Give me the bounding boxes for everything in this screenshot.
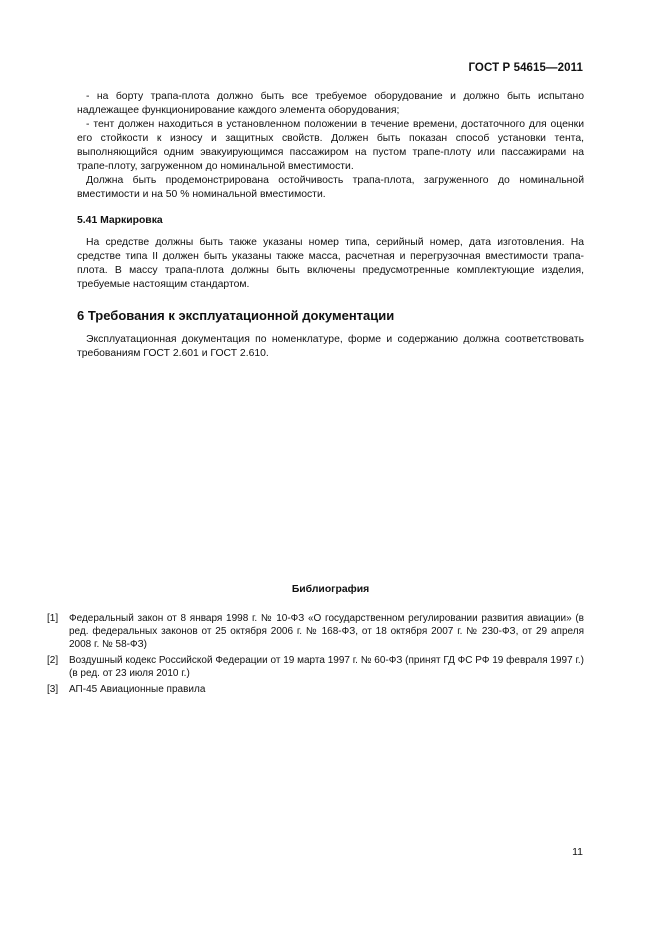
bibliography-item [47, 654, 584, 680]
document-code: ГОСТ Р 54615—2011 [468, 62, 583, 74]
section-text: Эксплуатационная документация по номенклатуре, форме и содержанию должна соответствовать требованиям ГОСТ 2.601 и ГОСТ 2.610. [77, 334, 584, 359]
paragraph-stability: Должна быть продемонстрирована остойчивость трапа-плота, загруженного до номинальной вместимости и на 50 % номинальной вместимости. [77, 175, 584, 200]
page-body [77, 90, 584, 361]
bibliography-text: Федеральный закон от 8 января 1998 г. № 10-ФЗ «О государственном регулировании развития авиации» (в ред. федеральных законов от 25 октября 2006 г. № 168-ФЗ, от 18 октября 2007 г. № 230-ФЗ, от 29 апреля 2008 г. № 58-ФЗ) [69, 613, 584, 650]
bibliography-text: Воздушный кодекс Российской Федерации от 19 марта 1997 г. № 60-ФЗ (принят ГД ФС РФ 19 февраля 1997 г.) (в ред. от 23 июля 2010 г.) [69, 655, 584, 679]
bibliography-title: Библиография [291, 584, 370, 595]
bibliography-number: [2] [47, 655, 59, 666]
page-number: 11 [572, 846, 583, 858]
bibliography-list [47, 612, 584, 699]
subsection-title: 5.41 Маркировка [77, 215, 163, 226]
bibliography-number: [1] [47, 613, 59, 624]
paragraph-equipment: - на борту трапа-плота должно быть все требуемое оборудование и должно быть испытано надлежащее функционирование каждого элемента оборудования; [77, 91, 584, 116]
paragraph-tent: - тент должен находиться в установленном положении в течение времени, достаточного для оценки его стойкости к износу и защитных свойств. Должен быть показан способ установки тента, выполняющийся одним эвакуирующимся пассажиром на пустом трапе-плоту или пассажирами на трапе-плоту, загруженном до номинальной вместимости. [77, 119, 584, 172]
bibliography-item [47, 612, 584, 651]
subsection-text: На средстве должны быть также указаны номер типа, серийный номер, дата изготовления. На средстве типа II должен быть указаны также масса, расчетная и перегрузочная вместимости трапа-плота. В массу трапа-плота должны быть включены предусмотренные комплектующие изделия, требуемые настоящим стандартом. [77, 237, 584, 290]
bibliography-text: АП-45 Авиационные правила [69, 684, 206, 695]
section-title: 6 Требования к эксплуатационной документации [77, 308, 395, 323]
bibliography-number: [3] [47, 684, 59, 695]
bibliography-item [47, 683, 584, 696]
